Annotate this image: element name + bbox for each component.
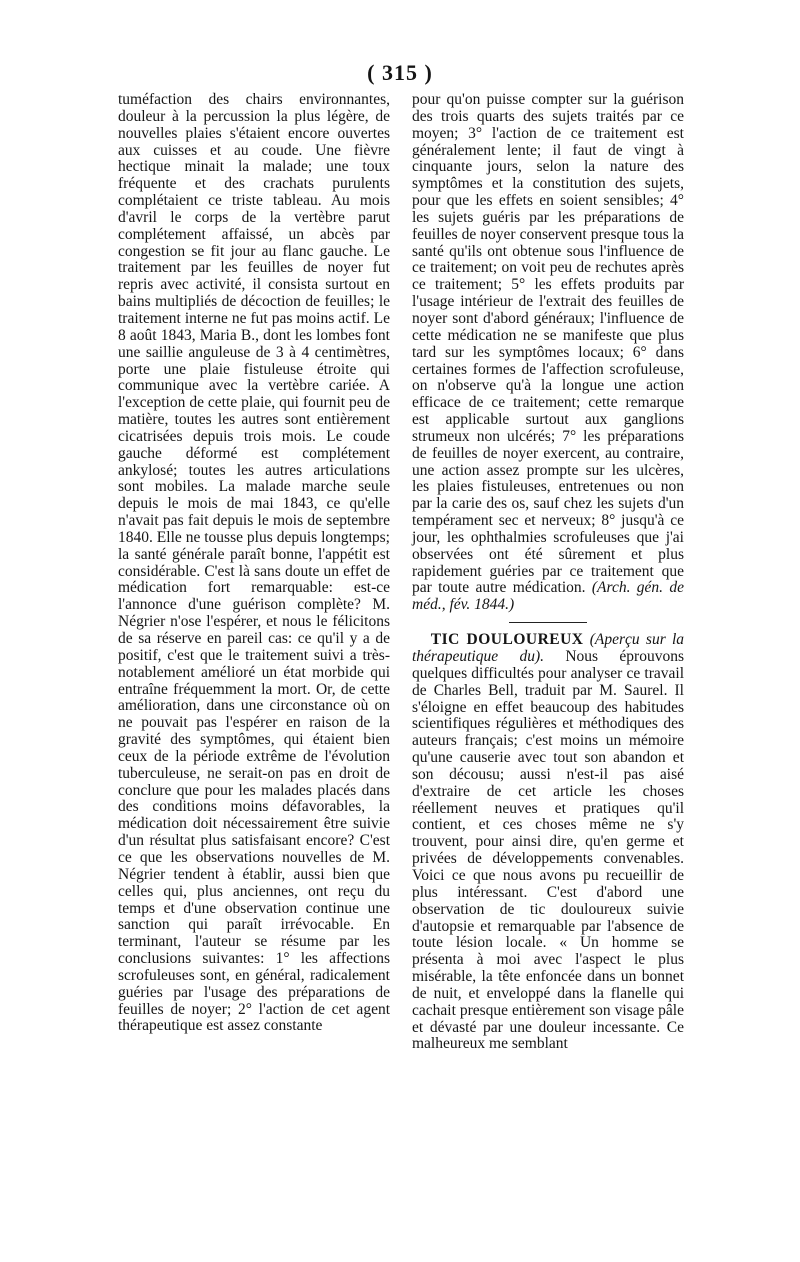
paragraph-text: pour qu'on puisse compter sur la guérison des trois quarts des sujets traités par ce moyen; 3° l'action de ce traitement est généralement lente; il faut de vingt à cinquante jours, selon la nature des symptômes et la constitution des sujets, pour que les effets en soient sensibles; 4° les sujets guéris par les préparations de feuilles de noyer conservent presque tous la santé qu'ils ont obtenue sous l'influence de ce traitement; on voit peu de rechutes après ce traitement; 5° les effets produits par l'usage intérieur de l'extrait des feuilles de noyer sont d'abord généraux; l'influence de cette médication ne se manifeste que plus tard sur les symptômes locaux; 6° dans certaines formes de l'affection scrofuleuse, on n'observe qu'à la longue une action efficace de ce traitement; cette remarque est applicable surtout aux ganglions strumeux non ulcérés; 7° les préparations de feuilles de noyer exercent, au contraire, une action assez prompte sur les ulcères, les plaies fistuleuses, entretenues ou non par la carie des os, sauf chez les sujets d'un tempérament sec et nerveux; 8° jusqu'à ce jour, les ophthalmies scrofuleuses que j'ai observées ont été sûrement et plus rapidement guéries par ce traitement que par toute autre médication. — [412, 91, 684, 597]
citation: (Arch. gén. de méd., fév. 1844.) — [412, 579, 685, 614]
right-column-paragraph — [412, 92, 684, 614]
section-subtitle: (Aperçu sur la thérapeutique du). — [412, 631, 685, 665]
left-column — [118, 92, 390, 1035]
left-column-text: tuméfaction des chairs environnantes, douleur à la percussion la plus légère, de nouvelles plaies s'étaient encore ouvertes aux cuisses et au coude. Une fièvre hectique minait la malade; une toux fréquente et des crachats purulents complétaient ce triste tableau. Au mois d'avril le corps de la vertèbre parut complétement affaissé, un abcès par congestion se fit jour au flanc gauche. Le traitement par les feuilles de noyer fut repris avec activité, il consista surtout en bains multipliés de décoction de feuilles; le traitement interne ne fut pas moins actif. Le 8 août 1843, Maria B., dont les lombes font une saillie anguleuse de 3 à 4 centimètres, porte une plaie fistuleuse étroite qui communique avec la vertèbre cariée. A l'exception de cette plaie, qui fournit peu de matière, toutes les autres sont entièrement cicatrisées depuis trois mois. Le coude gauche déformé est complétement ankylosé; toutes les autres articulations sont mobiles. La malade marche seule depuis le mois de mai 1843, ce qu'elle n'avait pas fait depuis le mois de septembre 1840. Elle ne tousse plus depuis longtemps; la santé générale paraît bonne, l'appétit est considérable. C'est là sans doute un effet de médication fort remarquable: est-ce l'annonce d'une guérison complète? M. Négrier n'ose l'espérer, et nous le félicitons de sa réserve en pareil cas: ce qu'il y a de positif, c'est que le traitement suivi a très-notablement amélioré un état morbide qui entraîne fréquemment la mort. Or, de cette amélioration, dans une circonstance où on ne pouvait pas l'espérer en raison de la gravité des symptômes, qui étaient bien ceux de la période extrême de l'évolution tuberculeuse, ne serait-on pas en droit de conclure que pour les malades placés dans des conditions moins défavorables, la médication doit nécessairement être suivie d'un résultat plus satisfaisant encore? C'est ce que les observations nouvelles de M. Négrier tendent à établir, aussi bien que celles qui, plus anciennes, ont reçu du temps et d'une observation continue une sanction qui paraît irrévocable. En terminant, l'auteur se résume par les conclusions suivantes: 1° les affections scrofuleuses sont, en général, radicalement guéries par l'usage des préparations de feuilles de noyer; 2° l'action de cet agent thérapeutique est assez constante — [118, 91, 390, 1035]
section-title: TIC DOULOUREUX — [430, 631, 584, 649]
right-column — [412, 92, 684, 1053]
section-body: Nous éprouvons quelques difficultés pour analyser ce travail de Charles Bell, traduit par M. Saurel. Il s'éloigne en effet beaucoup des habitudes scientifiques régulières et méthodiques des auteurs français; c'est moins un mémoire qu'une causerie avec tout son abandon et son décousu; aussi n'est-il pas aisé d'extraire de cet article les choses réellement neuves et pratiques qu'il contient, et ces choses même ne s'y trouvent, pour ainsi dire, qu'en germe et privées de développements convenables. Voici ce que nous avons pu recueillir de plus intéressant. C'est d'abord une observation de tic douloureux suivie d'autopsie et remarquable par l'absence de toute lésion locale. « Un homme se présenta à moi avec l'aspect le plus misérable, la tête enfoncée dans un bonnet de nuit, et enveloppé dans la flanelle qui cachait presque entièrement son visage pâle et dévasté par une douleur incessante. Ce malheureux me semblant — [412, 648, 684, 1053]
section-paragraph — [412, 632, 684, 1053]
section-divider — [509, 622, 587, 623]
page-number: ( 315 ) — [367, 60, 433, 85]
